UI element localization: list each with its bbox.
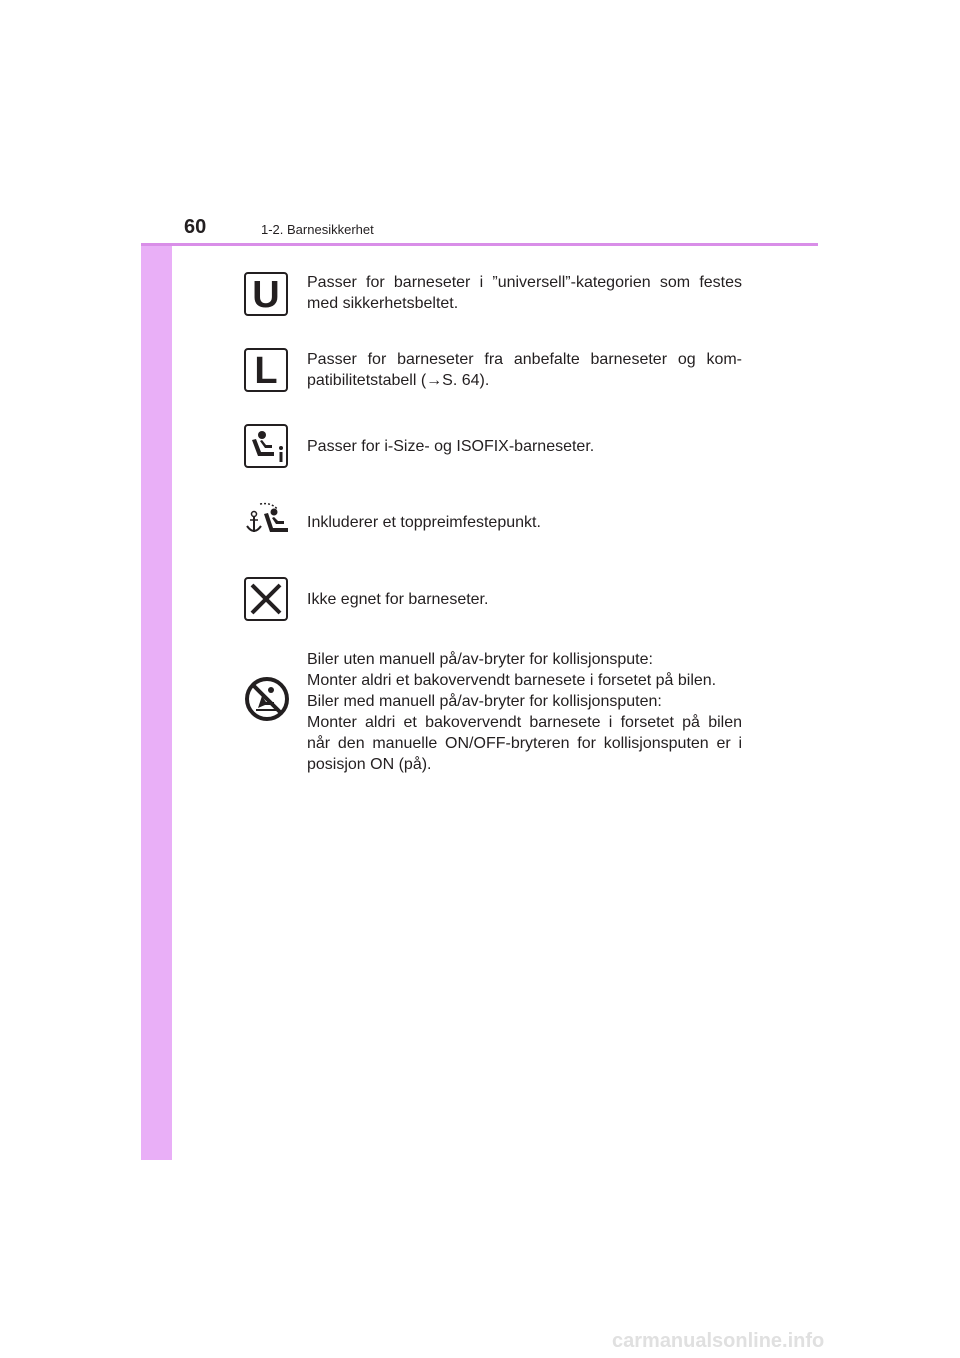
entry-text (307, 436, 742, 457)
footer-watermark: carmanualsonline.info (612, 1330, 825, 1352)
text-line: Ikke egnet for barneseter. (307, 591, 489, 608)
recommended-list-icon (244, 348, 288, 392)
text-line: Passer for barneseter i ”universell”-kategorien som festes (307, 274, 742, 291)
anchor-seat-icon (244, 500, 290, 542)
text-line: med sikkerhetsbeltet. (307, 295, 459, 312)
entry-text (307, 589, 742, 610)
text-line: Monter aldri et bakovervendt barnesete i forsetet på bilen (307, 714, 742, 731)
icon-letter-u: U (252, 274, 280, 316)
entry-text (307, 512, 742, 533)
prohibition-circle-icon (244, 676, 290, 722)
no-rear-facing-airbag-icon (244, 676, 290, 722)
child-seat-icon (246, 426, 286, 466)
text-line: Biler uten manuell på/av-bryter for kollisjonspute: (307, 651, 653, 668)
text-line: posisjon ON (på). (307, 756, 432, 773)
side-color-band (141, 198, 172, 1160)
icon-letter-l: L (254, 350, 278, 392)
universal-category-icon (244, 272, 288, 316)
entry-text (307, 272, 742, 314)
entry-text (307, 649, 742, 775)
not-suitable-icon (244, 577, 288, 621)
header-rule (141, 243, 818, 246)
text-line: Passer for barneseter fra anbefalte barneseter og kom- (307, 351, 742, 368)
entry-text (307, 349, 742, 391)
text-line: patibilitetstabell (→S. 64). (307, 372, 490, 389)
cross-icon (246, 579, 286, 619)
isize-isofix-icon (244, 424, 288, 468)
top-tether-anchor-icon (244, 500, 290, 542)
section-title: 1-2. Barnesikkerhet (261, 222, 374, 237)
text-line: Biler med manuell på/av-bryter for kollisjonsputen: (307, 693, 662, 710)
header-band (141, 198, 818, 243)
text-line: når den manuelle ON/OFF-bryteren for kollisjonsputen er i (307, 735, 742, 752)
page-number: 60 (184, 216, 207, 238)
text-line: Passer for i-Size- og ISOFIX-barneseter. (307, 438, 595, 455)
text-line: Monter aldri et bakovervendt barnesete i forsetet på bilen. (307, 672, 717, 689)
text-line: Inkluderer et toppreimfestepunkt. (307, 514, 541, 531)
